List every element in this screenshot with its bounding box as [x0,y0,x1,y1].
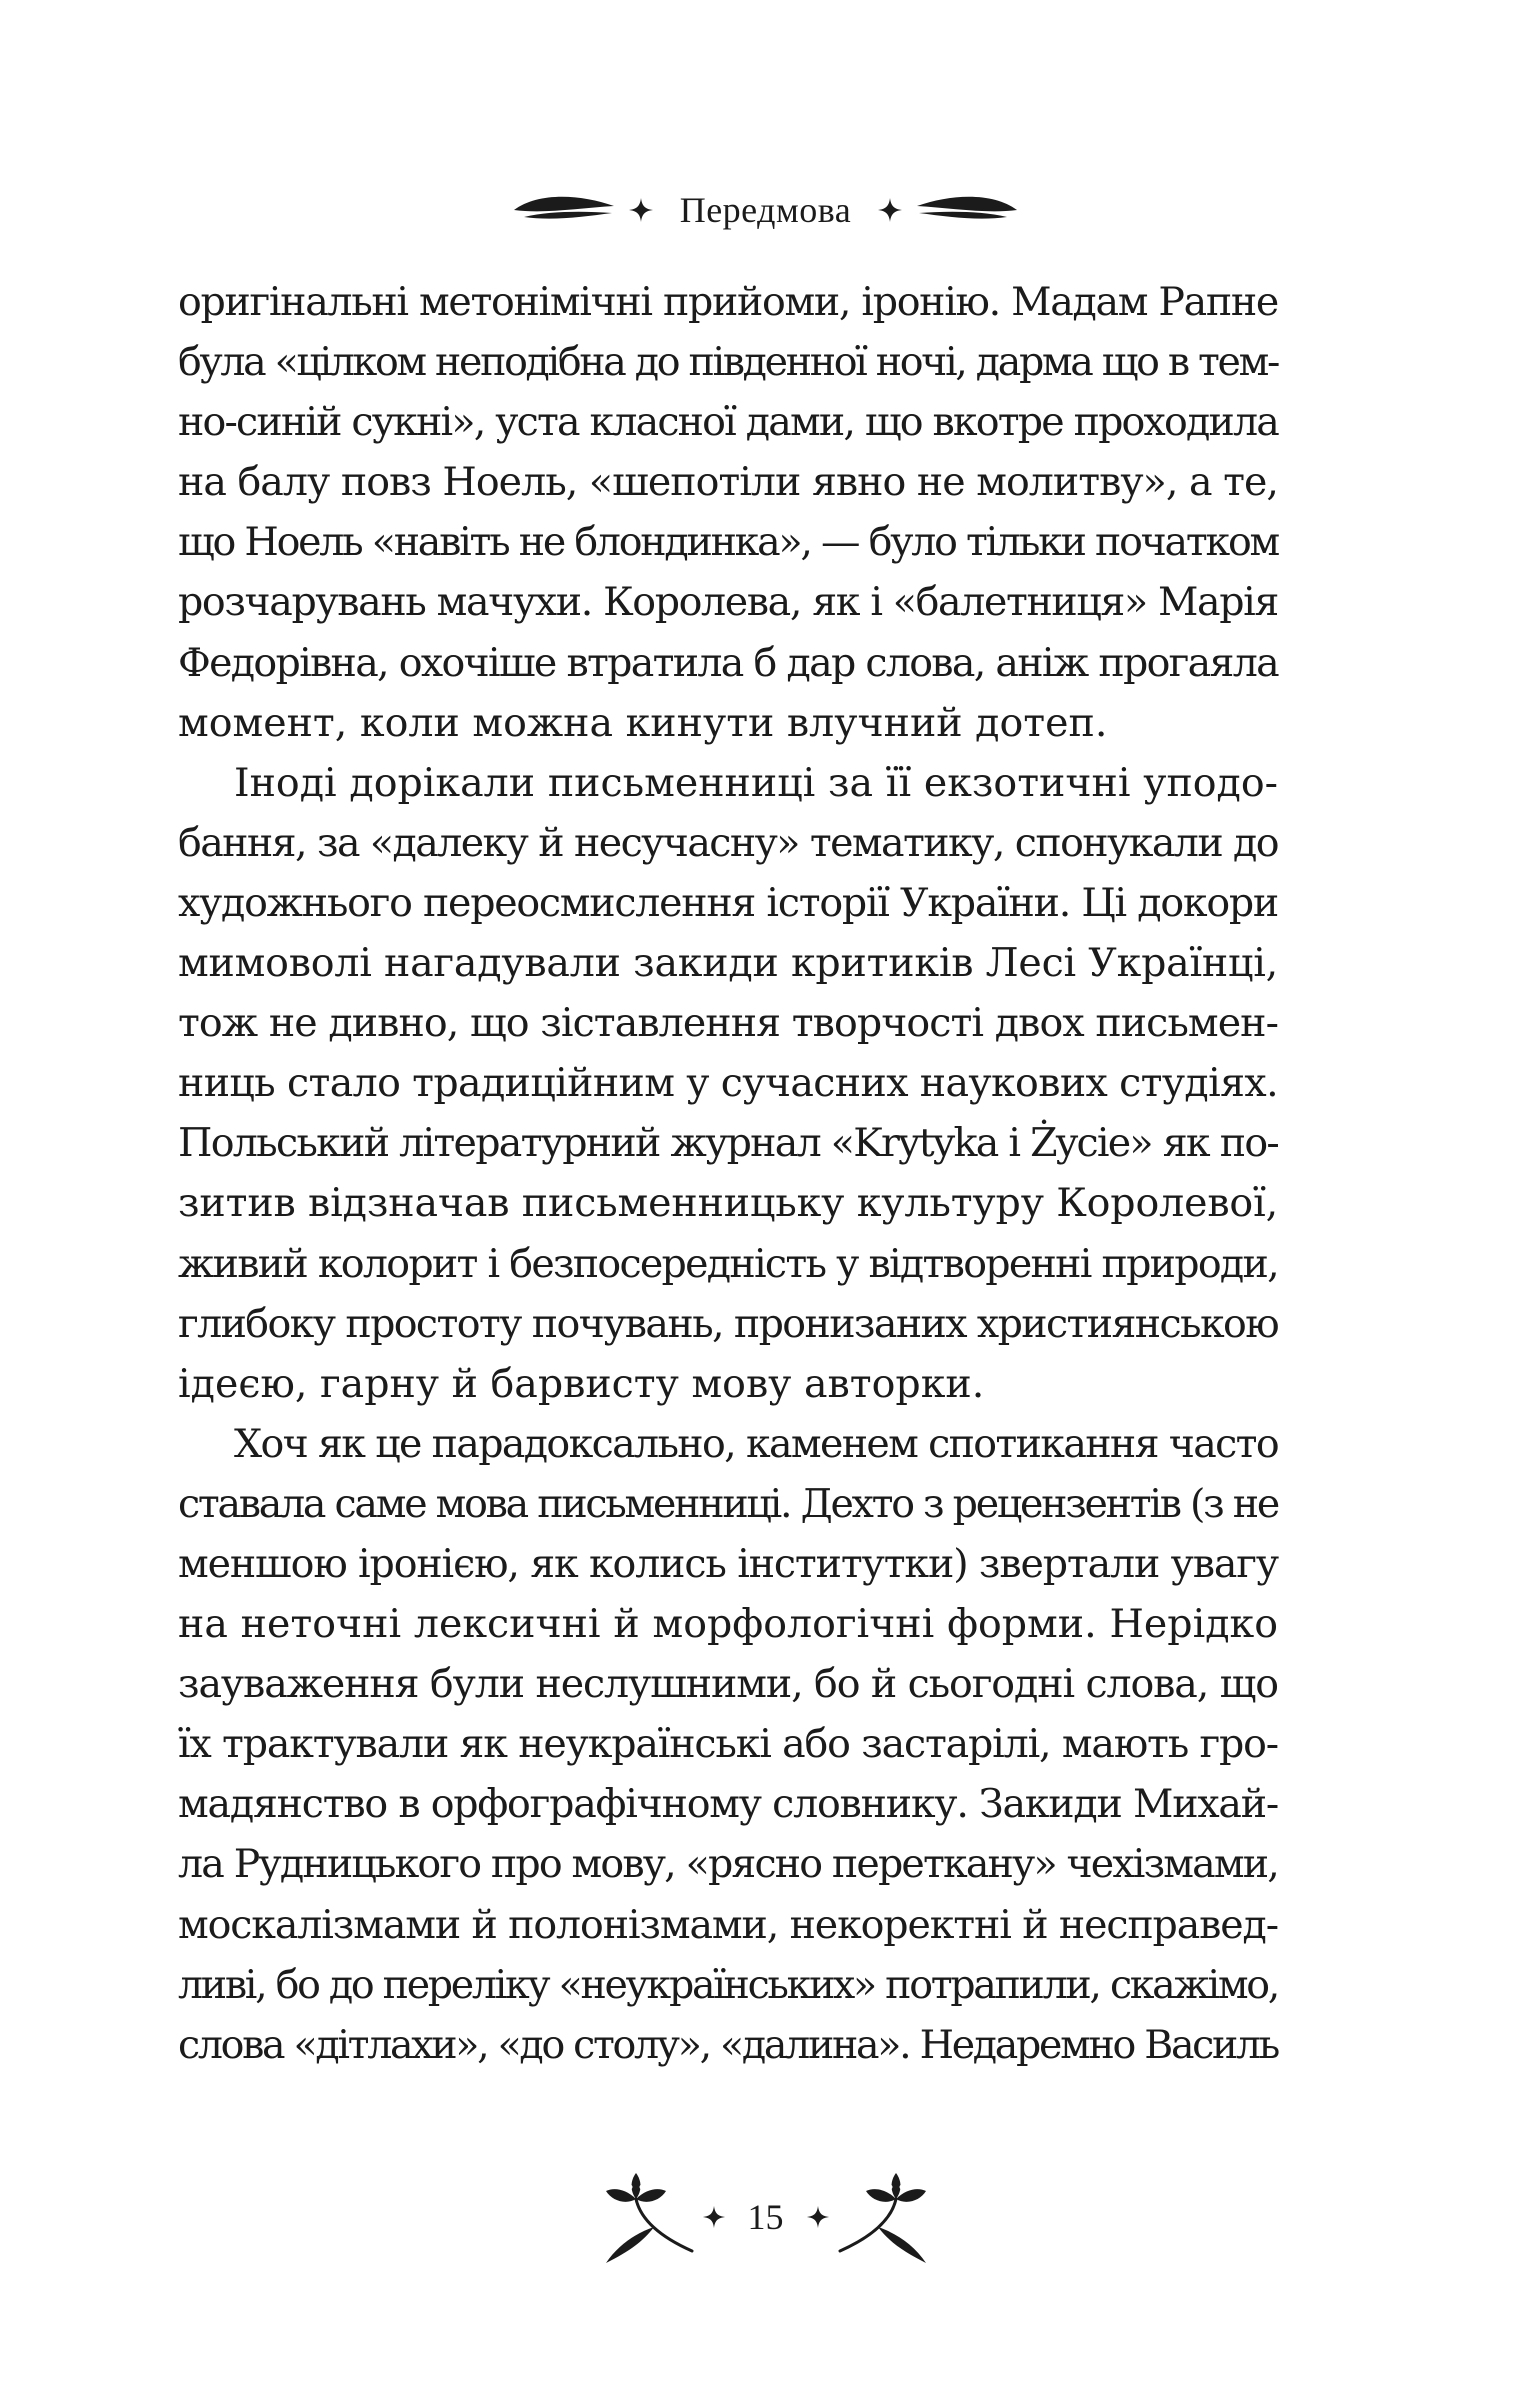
text-line: момент, коли можна кинути влучний дотеп. [178,699,1108,746]
text-line: мадянство в орфографічному словнику. Закиди Михай- [178,1781,1278,1828]
text-line: ідеєю, гарну й барвисту мову авторки. [178,1360,985,1407]
four-point-star-icon [806,2205,830,2229]
text-line: мимоволі нагадували закиди критиків Лесі Українці, [178,940,1278,987]
text-line: що Ноель «навіть не блондинка», — було тільки початком [178,519,1278,566]
text-line: ливі, бо до переліку «неукраїнських» потрапили, скажімо, [178,1961,1278,2008]
text-line: тож не дивно, що зіставлення творчості двох письмен- [178,1000,1278,1047]
text-line: їх трактували як неукраїнські або застарілі, мають гро- [178,1721,1278,1768]
text-line: Польський літературний журнал «Krytyka i Życie» як по- [178,1120,1278,1167]
text-line: на балу повз Ноель, «шепотіли явно не молитву», а те, [178,459,1278,506]
text-line: но-синій сукні», уста класної дами, що вкотре проходила [178,399,1278,446]
text-line: бання, за «далеку й несучасну» тематику, спонукали до [178,819,1278,866]
running-header [0,180,1531,240]
four-point-star-icon [877,197,903,223]
text-line: ставала саме мова письменниці. Дехто з рецензентів (з не [178,1480,1278,1527]
leaf-ornament-icon [911,190,1021,230]
body-text [178,272,1278,2075]
text-line: оригінальні метонімічні прийоми, іронію. Мадам Рапне [178,279,1278,325]
text-line: ниць стало традиційним у сучасних наукових студіях. [178,1060,1278,1107]
text-line: зитив відзначав письменницьку культуру Королевої, [178,1180,1278,1227]
text-line: на неточні лексичні й морфологічні форми. Нерідко [178,1601,1278,1648]
paragraph [178,753,1278,1414]
text-line: глибоку простоту почувань, пронизаних християнською [178,1300,1278,1347]
leaf-ornament-icon [510,190,620,230]
page-number: 15 [747,2197,784,2237]
paragraph [178,272,1278,753]
text-line: Федорівна, охочіше втратила б дар слова, аніж прогаяла [178,639,1278,686]
four-point-star-icon [702,2205,726,2229]
text-line: зауваження були неслушними, бо й сьогодні слова, що [178,1661,1278,1708]
page-footer [0,2162,1531,2272]
lily-flower-icon [596,2167,696,2267]
text-line: слова «дітлахи», «до столу», «далина». Недаремно Василь [178,2021,1278,2068]
text-line: Хоч як це парадоксально, каменем спотикання часто [234,1420,1278,1467]
text-line: розчарувань мачухи. Королева, як і «балетниця» Марія [178,579,1278,626]
running-header-title: Передмова [679,190,852,230]
four-point-star-icon [628,197,654,223]
text-line: москалізмами й полонізмами, некоректні й несправед- [178,1901,1278,1948]
text-line: живий колорит і безпосередність у відтворенні природи, [178,1240,1278,1287]
text-line: меншою іронією, як колись інститутки) звертали увагу [178,1540,1278,1587]
lily-flower-icon [836,2167,936,2267]
text-line: художнього переосмислення історії України. Ці докори [178,879,1278,926]
text-line: ла Рудницького про мову, «рясно переткану» чехізмами, [178,1841,1278,1888]
paragraph [178,1414,1278,2075]
text-line: була «цілком неподібна до південної ночі, дарма що в тем- [178,339,1278,386]
text-line: Іноді дорікали письменниці за її екзотичні уподо- [234,759,1278,806]
